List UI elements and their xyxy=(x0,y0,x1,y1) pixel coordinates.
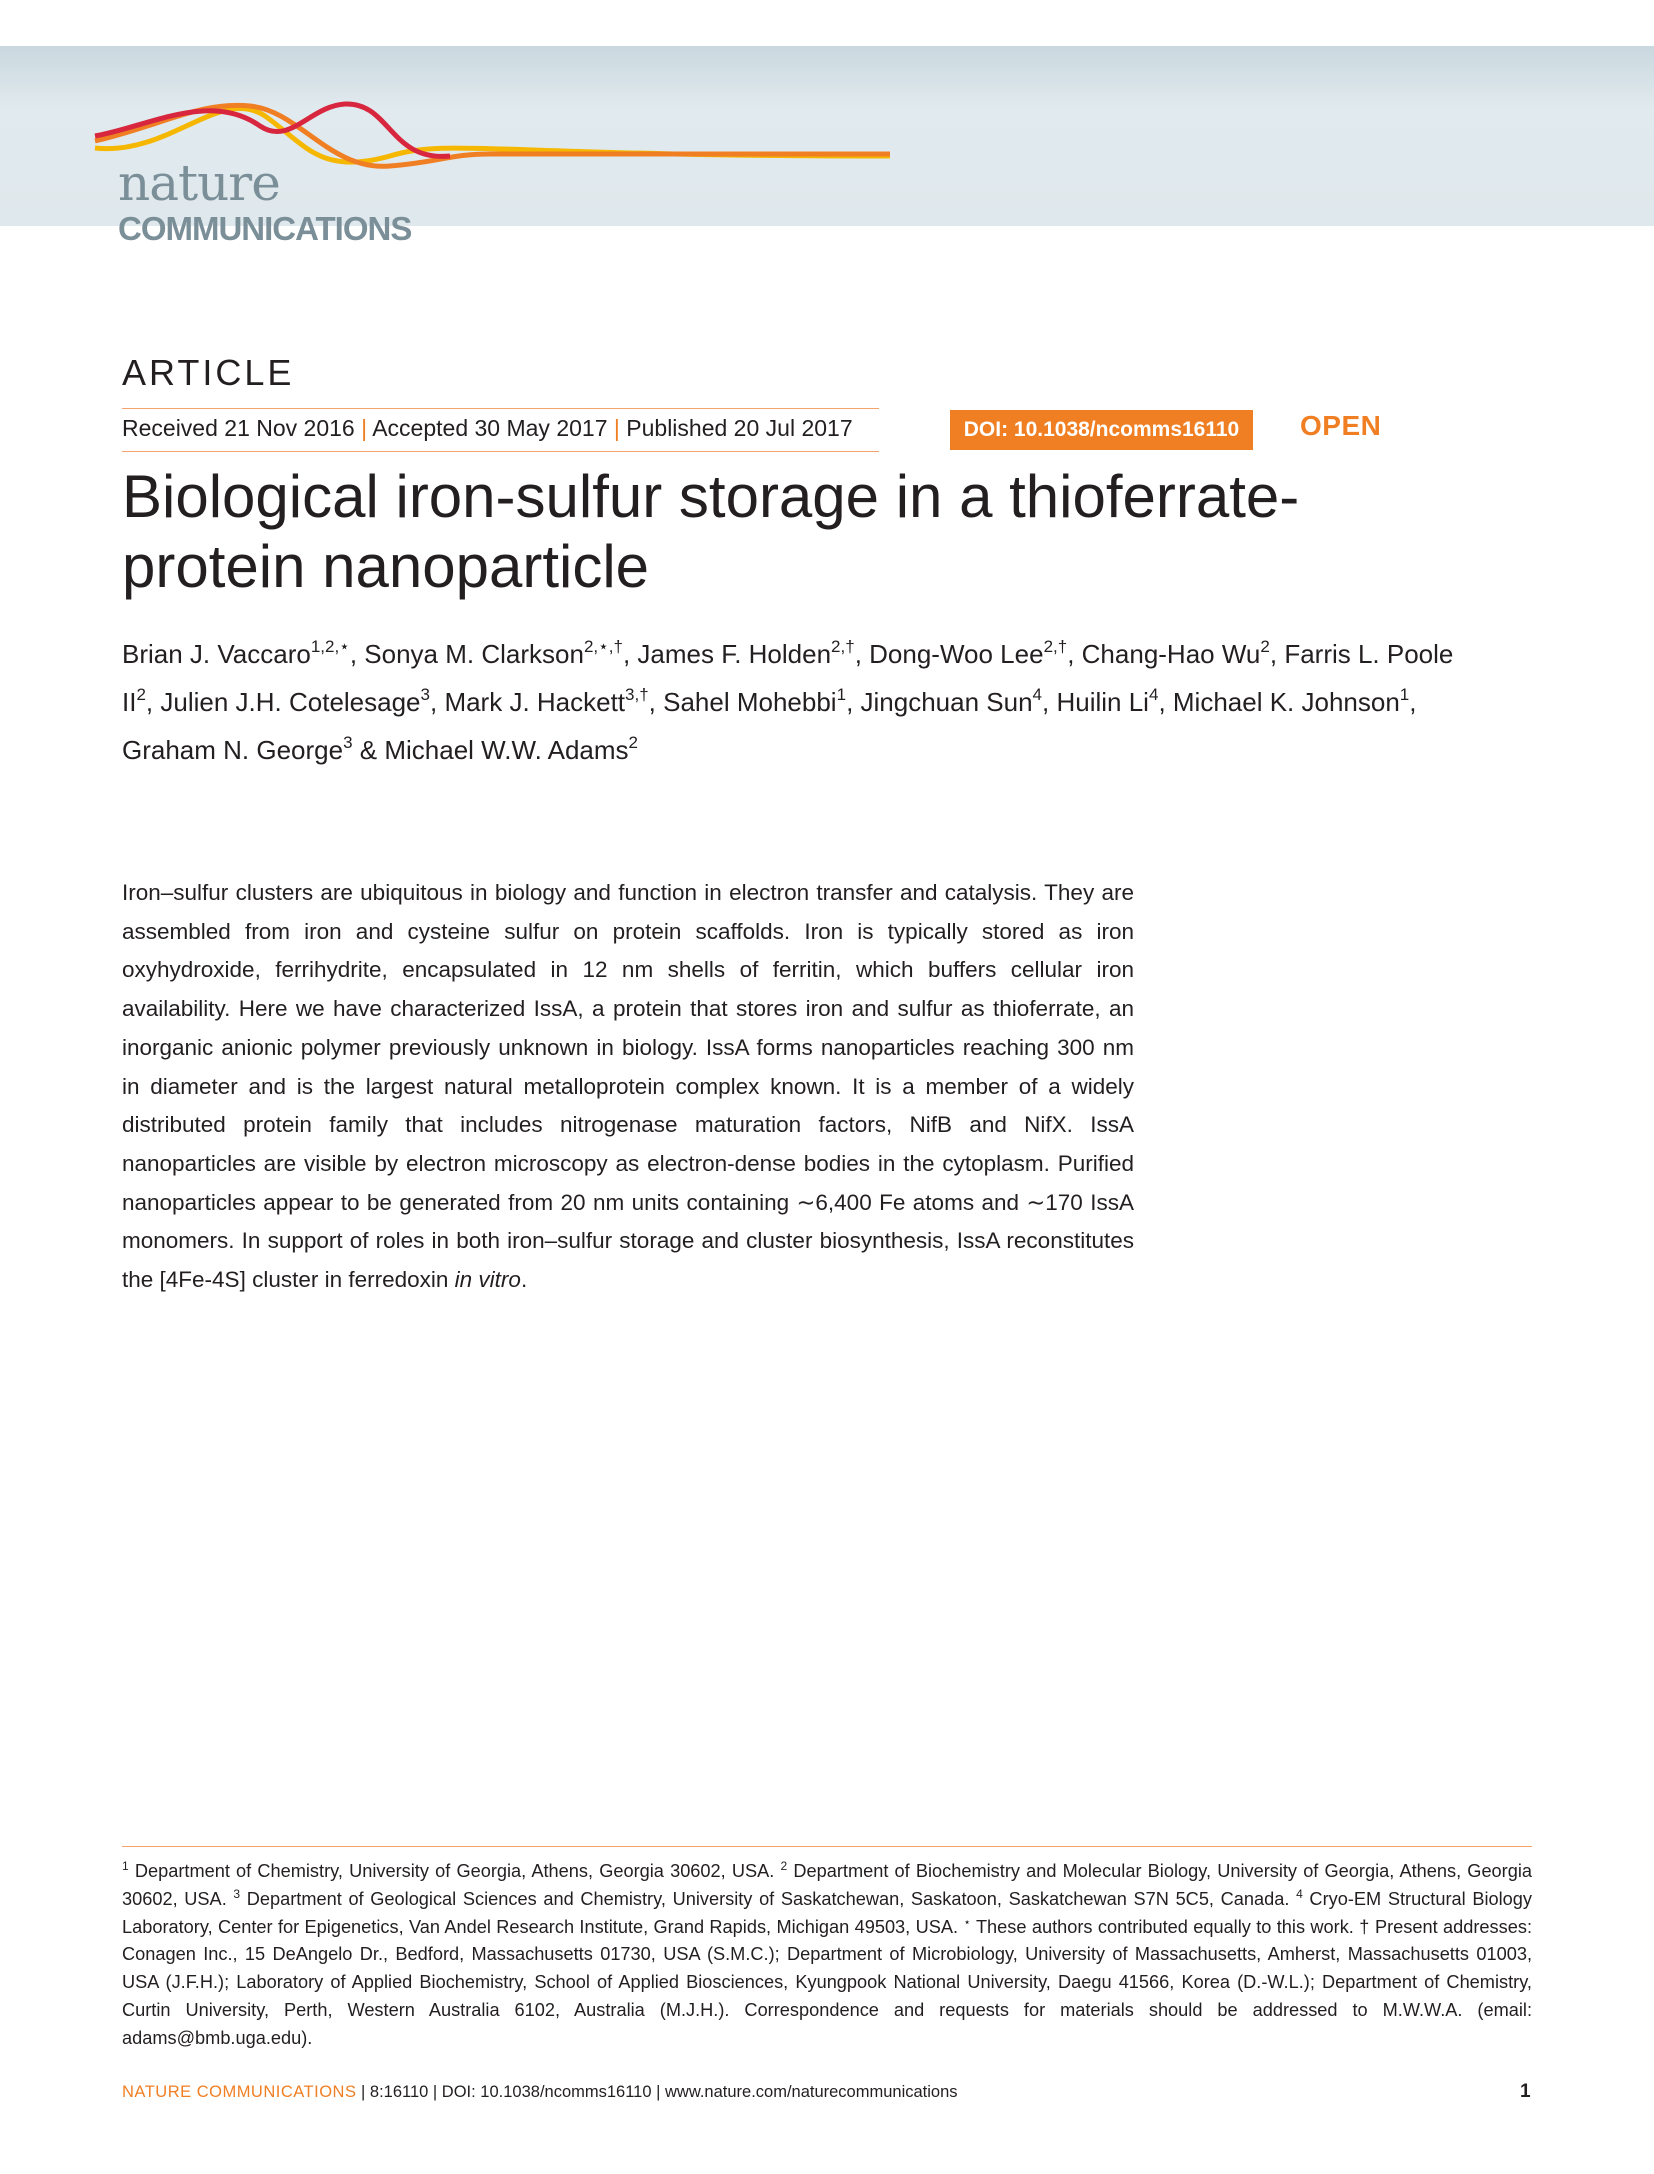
author-separator: , xyxy=(622,639,638,669)
author-name: Dong-Woo Lee xyxy=(869,639,1044,669)
author-name: James F. Holden xyxy=(637,639,832,669)
author-separator: , xyxy=(1409,687,1417,717)
author-separator: , xyxy=(1158,687,1173,717)
author-name: Michael W.W. Adams xyxy=(384,735,629,765)
author-affiliation-marker: 1 xyxy=(1399,685,1410,704)
author-name: Sonya M. Clarkson xyxy=(364,639,584,669)
open-access-label: OPEN xyxy=(1300,410,1382,441)
author-name: Huilin Li xyxy=(1056,687,1149,717)
doi-badge[interactable]: DOI: 10.1038/ncomms16110 xyxy=(950,410,1253,450)
affiliations-divider xyxy=(122,1846,1532,1847)
abstract-text: Iron–sulfur clusters are ubiquitous in biology and function in electron transfer and catalysis. They are assembled from iron and cysteine sulfur on protein scaffolds. Iron is typically stored as iron oxyhydroxide, ferrihydrite, encapsulated in 12 nm shells of ferritin, which buffers cellular iron availability. Here we have characterized IssA, a protein that stores iron and sulfur as thioferrate, an inorganic anionic polymer previously unknown in biology. IssA forms nanoparticles reaching 300 nm in diameter and is the largest natural metalloprotein complex known. It is a member of a widely distributed protein family that includes nitrogenase maturation factors, NifB and NifX. IssA nanoparticles are visible by electron microscopy as electron-dense bodies in the cytoplasm. Purified nanoparticles appear to be generated from 20 nm units containing ∼6,400 Fe atoms and ∼170 IssA monomers. In support of roles in both iron–sulfur storage and cluster biosynthesis, IssA reconstitutes the [4Fe-4S] cluster in ferredoxin xyxy=(122,880,1134,1293)
author-affiliation-marker: 3,† xyxy=(625,685,649,704)
article-type-label: ARTICLE xyxy=(122,352,295,393)
affiliations xyxy=(122,1858,1532,2053)
publication-dates xyxy=(122,408,879,452)
author-separator: , xyxy=(1067,639,1082,669)
affiliation-text: Department of Geological Sciences and Chemistry, University of Saskatchewan, Saskatoon, Saskatchewan S7N 5C5, Canada. xyxy=(240,1888,1297,1909)
abstract xyxy=(122,874,1134,1300)
page-number: 1 xyxy=(1520,2081,1531,2102)
article-title: Biological iron-sulfur storage in a thioferrate-protein nanoparticle xyxy=(122,463,1300,600)
affiliation-number: 4 xyxy=(1296,1886,1303,1901)
author-separator: & xyxy=(352,735,385,765)
author-affiliation-marker: 3 xyxy=(343,733,353,752)
affiliation-number: 3 xyxy=(233,1886,241,1901)
author-affiliation-marker: 2,† xyxy=(1043,637,1068,656)
affiliation-text: Department of Chemistry, University of Georgia, Athens, Georgia 30602, USA. xyxy=(128,1861,781,1881)
author-affiliation-marker: 2 xyxy=(628,733,639,752)
author-separator: , xyxy=(846,687,861,717)
affiliation-text: Department of Biochemistry and Molecular Biology, University of Georgia, Athens, Georgia 30602, USA. xyxy=(122,1861,1532,1909)
author-separator: , xyxy=(349,639,365,669)
author-list xyxy=(122,630,1472,774)
author-separator: , xyxy=(1269,639,1285,669)
published-date: Published 20 Jul 2017 xyxy=(626,415,853,441)
journal-banner xyxy=(0,46,1654,247)
author-affiliation-marker: 4 xyxy=(1148,685,1159,704)
author-affiliation-marker: 2,† xyxy=(831,637,855,656)
author-name: Brian J. Vaccaro xyxy=(122,639,311,669)
author-separator: , xyxy=(1042,687,1057,717)
author-name: Chang-Hao Wu xyxy=(1081,639,1261,669)
author-name: Sahel Mohebbi xyxy=(663,687,837,717)
author-affiliation-marker: 2 xyxy=(136,685,146,704)
affiliation-number: ⋆ xyxy=(963,1914,971,1929)
abstract-end: . xyxy=(520,1267,528,1293)
author-affiliation-marker: 2 xyxy=(1260,637,1270,656)
received-date: Received 21 Nov 2016 xyxy=(122,415,355,441)
date-separator: | xyxy=(613,415,620,441)
footer-citation: | 8:16110 | DOI: 10.1038/ncomms16110 | www.nature.com/naturecommunications xyxy=(356,2083,958,2101)
affiliation-text: These authors contributed equally to this work. † Present addresses: Conagen Inc., 15 DeAngelo Dr., Bedford, Massachusetts 01730, USA (S.M.C.); Department of Microbiology, University of Massachusetts, Amherst, Massachusetts 01003, USA (J.F.H.); Laboratory of Applied Biochemistry, School of Applied Biosciences, Kyungpook National University, Daegu 41566, Korea (D.-W.L.); Department of Chemistry, Curtin University, Perth, Western Australia 6102, Australia (M.J.H.). Correspondence and requests for materials should be addressed to M.W.W.A. (email: adams@bmb.uga.edu). xyxy=(122,1916,1533,2048)
author-name: Julien J.H. Cotelesage xyxy=(160,687,421,717)
date-separator: | xyxy=(361,415,368,441)
affiliation-number: 1 xyxy=(122,1859,129,1873)
author-separator: , xyxy=(429,687,445,717)
affiliation-text: Cryo-EM Structural Biology Laboratory, Center for Epigenetics, Van Andel Research Institute, Grand Rapids, Michigan 49503, USA. xyxy=(122,1888,1532,1937)
accepted-date: Accepted 30 May 2017 xyxy=(372,415,608,441)
author-separator: , xyxy=(854,639,870,669)
author-affiliation-marker: 4 xyxy=(1032,685,1043,704)
abstract-italic-term: in vitro xyxy=(454,1267,521,1293)
author-separator: , xyxy=(145,687,161,717)
logo-nature-wordmark: nature xyxy=(118,154,280,212)
author-affiliation-marker: 1,2,⋆ xyxy=(310,637,350,656)
author-affiliation-marker: 3 xyxy=(420,685,430,704)
logo-communications-wordmark: COMMUNICATIONS xyxy=(118,210,412,247)
page-footer xyxy=(122,2083,958,2102)
author-separator: , xyxy=(648,687,664,717)
author-name: Jingchuan Sun xyxy=(860,687,1033,717)
author-affiliation-marker: 1 xyxy=(836,685,847,704)
author-name: Graham N. George xyxy=(122,735,344,765)
author-name: Michael K. Johnson xyxy=(1172,687,1400,717)
footer-journal-name: NATURE COMMUNICATIONS xyxy=(122,2083,357,2101)
affiliation-number: 2 xyxy=(780,1859,788,1873)
author-affiliation-marker: 2,⋆,† xyxy=(583,637,623,656)
author-name: Farris L. Poole II xyxy=(122,639,1454,717)
author-name: Mark J. Hackett xyxy=(444,687,626,717)
